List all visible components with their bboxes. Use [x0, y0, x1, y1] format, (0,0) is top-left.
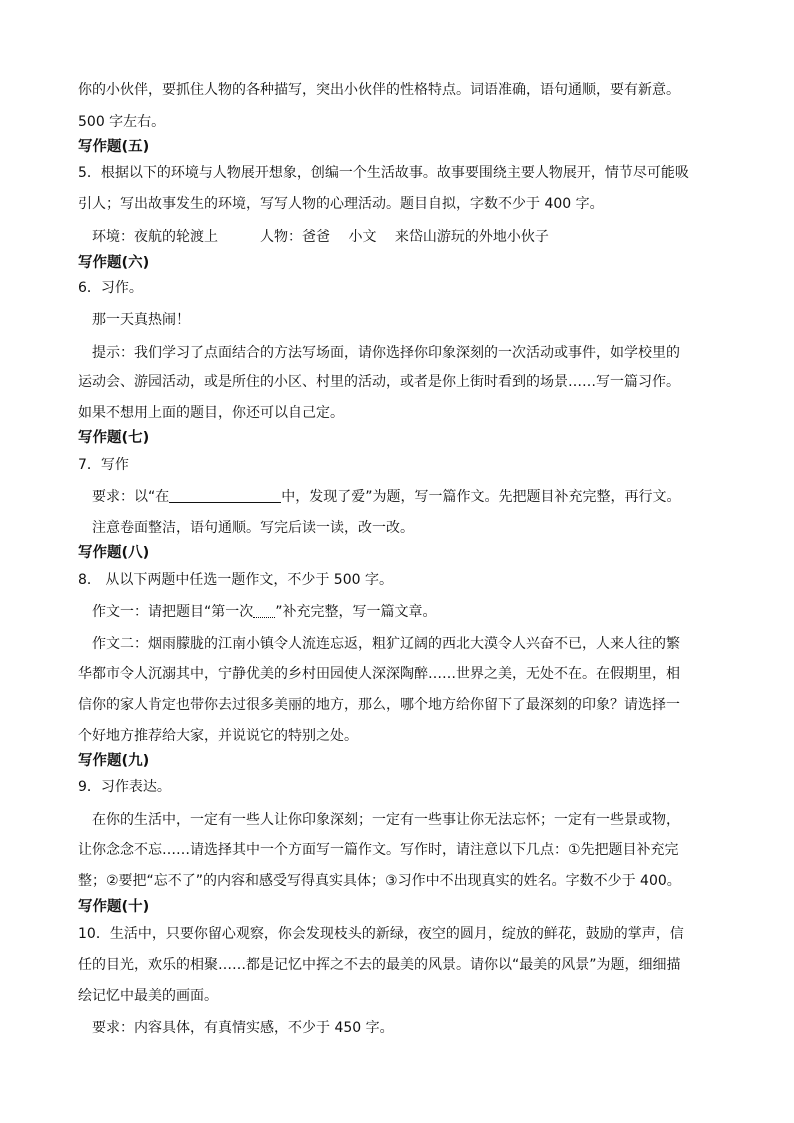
section-heading: 写作题(十): [78, 899, 150, 915]
paragraph-line: 500 字左右。: [78, 114, 166, 130]
question-text: 环境：夜航的轮渡上 人物：爸爸 小文 来岱山游玩的外地小伙子: [92, 229, 549, 245]
question-text: 运动会、游园活动，或是所住的小区、村里的活动，或者是你上街时看到的场景……写一篇习作。: [78, 374, 680, 390]
question-text-part: 作文一：请把题目“第一次: [92, 604, 254, 620]
question-text: 作文二：烟雨朦胧的江南小镇令人流连忘返，粗犷辽阔的西北大漠令人兴奋不已，人来人往的繁: [92, 636, 680, 652]
fill-blank: [169, 488, 281, 503]
question-text: 10．生活中，只要你留心观察，你会发现枝头的新绿，夜空的圆月，绽放的鲜花，鼓励的掌声，信: [78, 926, 684, 942]
question-text: 5．根据以下的环境与人物展开想象，创编一个生活故事。故事要围绕主要人物展开，情节尽可能吸: [78, 165, 689, 181]
question-text: 如果不想用上面的题目，你还可以自己定。: [78, 405, 344, 421]
question-text: 个好地方推荐给大家，并说说它的特别之处。: [78, 728, 358, 744]
question-text: [92, 602, 437, 622]
question-text: 6．习作。: [78, 280, 143, 296]
section-heading: 写作题(七): [78, 430, 150, 446]
essay-title: 那一天真热闹！: [92, 312, 190, 328]
question-text: 要求：内容具体，有真情实感，不少于 450 字。: [92, 1020, 394, 1036]
question-text: 8． 从以下两题中任选一题作文，不少于 500 字。: [78, 572, 393, 588]
question-text: 任的目光，欢乐的相聚……都是记忆中挥之不去的最美的风景。请你以“最美的风景”为题，细细描: [78, 957, 681, 973]
paragraph-line: 你的小伙伴，要抓住人物的各种描写，突出小伙伴的性格特点。词语准确，语句通顺，要有新意。: [78, 82, 680, 98]
fill-blank: [253, 603, 275, 618]
question-text: 引人；写出故事发生的环境，写写人物的心理活动。题目自拟，字数不少于 400 字。: [78, 196, 604, 212]
question-text: 注意卷面整洁，语句通顺。写完后读一读，改一改。: [92, 520, 414, 536]
question-text: 让你念念不忘……请选择其中一个方面写一篇作文。写作时，请注意以下几点：①先把题目补充完: [78, 842, 679, 858]
section-heading: 写作题(九): [78, 753, 150, 769]
question-text-part: 中，发现了爱”为题，写一篇作文。先把题目补充完整，再行文。: [281, 489, 681, 505]
question-text: 提示：我们学习了点面结合的方法写场面，请你选择你印象深刻的一次活动或事件，如学校里的: [92, 345, 680, 361]
question-text: 整；②要把“忘不了”的内容和感受写得真实具体；③习作中不出现真实的姓名。字数不少于 400。: [78, 873, 681, 889]
section-heading: 写作题(六): [78, 255, 150, 271]
question-text-part: 要求：以“在: [92, 489, 170, 505]
question-text: 在你的生活中，一定有一些人让你印象深刻；一定有一些事让你无法忘怀；一定有一些景或物，: [92, 812, 680, 828]
question-text-part: ”补充完整，写一篇文章。: [275, 604, 437, 620]
question-text: 信你的家人肯定也带你去过很多美丽的地方，那么，哪个地方给你留下了最深刻的印象？请选择一: [78, 697, 680, 713]
question-text: 9．习作表达。: [78, 779, 171, 795]
question-text: 绘记忆中最美的画面。: [78, 988, 218, 1004]
question-text: [92, 487, 681, 507]
question-text: 华都市令人沉溺其中，宁静优美的乡村田园使人深深陶醉……世界之美，无处不在。在假期里，相: [78, 666, 680, 682]
question-text: 7．写作: [78, 457, 129, 473]
section-heading: 写作题(八): [78, 545, 150, 561]
section-heading: 写作题(五): [78, 139, 150, 155]
